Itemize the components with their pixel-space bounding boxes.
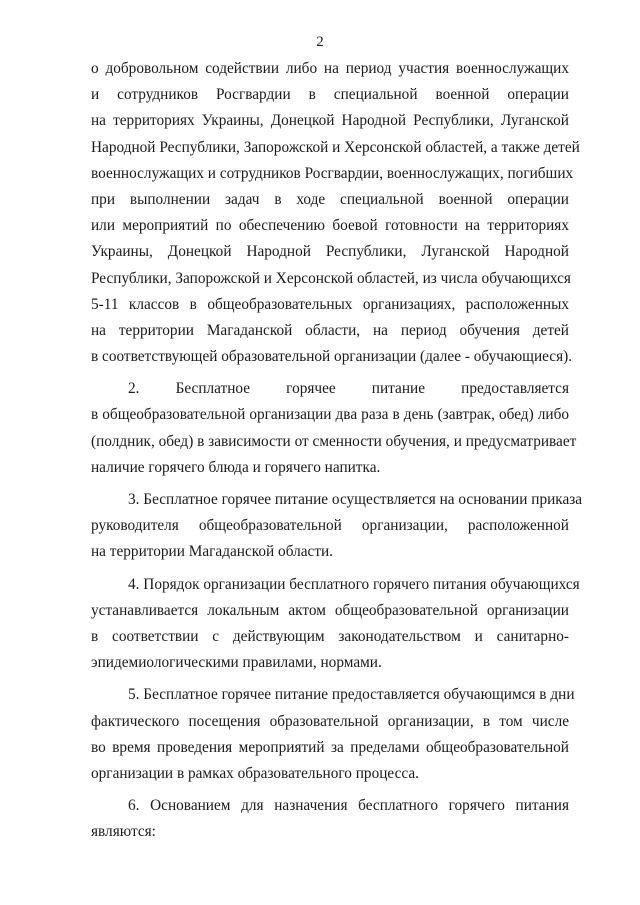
paragraph-intro-continuation xyxy=(91,56,580,370)
text-line: Республики, Запорожской и Херсонской областей, из числа обучающихся xyxy=(91,269,571,287)
text-line: о добровольном содействии либо на период участия военнослужащих xyxy=(91,60,569,77)
text-line: фактического посещения образовательной организации, в том числе xyxy=(91,712,569,730)
text-line: являются: xyxy=(91,823,156,841)
text-line: и сотрудников Росгвардии в специальной военной операции xyxy=(91,86,569,104)
text-line: Народной Республики, Запорожской и Херсонской областей, а также детей xyxy=(91,138,580,156)
text-line: Украины, Донецкой Народной Республики, Луганской Народной xyxy=(91,243,569,261)
paragraph-item-3 xyxy=(91,487,583,566)
text-line: наличие горячего блюда и горячего напитка. xyxy=(91,458,381,476)
text-line: или мероприятий по обеспечению боевой готовности на территориях xyxy=(91,217,569,235)
text-line: на территории Магаданской области, на период обучения детей xyxy=(91,321,569,339)
page-number: 2 xyxy=(316,34,324,50)
text-line: 3. Бесплатное горячее питание осуществляется на основании приказа xyxy=(128,491,583,508)
text-line: 5-11 классов в общеобразовательных организациях, расположенных xyxy=(91,295,569,313)
paragraph-item-5 xyxy=(91,682,575,787)
paragraph-item-2 xyxy=(91,376,577,481)
text-line: руководителя общеобразовательной организации, расположенной xyxy=(91,517,569,535)
text-line: во время проведения мероприятий за пределами общеобразовательной xyxy=(91,738,569,756)
text-line: в соответствии с действующим законодательством и санитарно- xyxy=(91,627,569,645)
paragraph-item-6 xyxy=(91,793,569,845)
paragraph-item-4 xyxy=(91,572,580,677)
text-line: устанавливается локальным актом общеобразовательной организации xyxy=(91,601,569,619)
text-line: военнослужащих и сотрудников Росгвардии, военнослужащих, погибших xyxy=(91,164,574,182)
text-line: на территории Магаданской области. xyxy=(91,543,334,561)
text-line: в общеобразовательной организации два раза в день (завтрак, обед) либо xyxy=(91,406,569,424)
document-body xyxy=(91,56,583,845)
text-line: организации в рамках образовательного процесса. xyxy=(91,764,419,782)
text-line: 6. Основанием для назначения бесплатного горячего питания xyxy=(128,797,569,815)
text-line: 2. Бесплатное горячее питание предоставляется xyxy=(128,380,569,398)
text-line: (полдник, обед) в зависимости от сменности обучения, и предусматривает xyxy=(91,432,577,450)
text-line: при выполнении задач в ходе специальной военной операции xyxy=(91,190,569,208)
text-line: эпидемиологическими правилами, нормами. xyxy=(91,654,382,672)
text-line: 4. Порядок организации бесплатного горячего питания обучающихся xyxy=(128,575,580,593)
text-line: на территориях Украины, Донецкой Народной Республики, Луганской xyxy=(91,112,569,130)
text-line: в соответствующей образовательной организации (далее - обучающиеся). xyxy=(91,348,573,366)
text-line: 5. Бесплатное горячее питание предоставляется обучающимся в дни xyxy=(128,686,575,704)
